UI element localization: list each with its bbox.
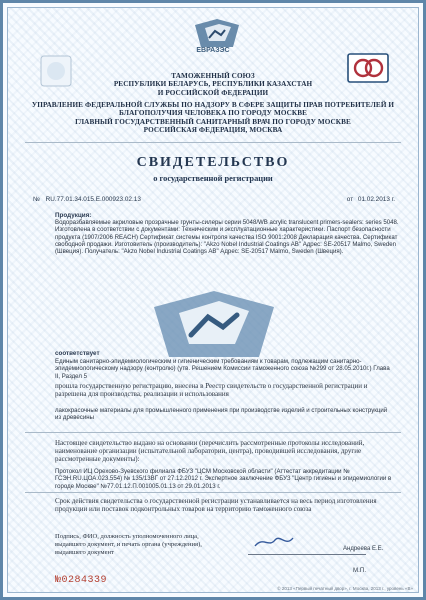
watermark-icon xyxy=(139,287,289,365)
certificate-number: RU.77.01.34.015.Е.000923.02.13 xyxy=(45,196,141,203)
conformity-text: Единым санитарно-эпидемиологическим и гигиеническим требованиям к товарам, подлежащим санитарно-эпидемиологическому надзору (контролю) (утв. Решением Комиссии таможенного союза №299 от 28.05.2010г.) Глава II, Раздел 5 xyxy=(55,358,390,380)
number-label: № xyxy=(33,196,40,203)
usage-text: лакокрасочные материалы для промышленного применения при производстве изделий и строительных конструкций из древесины xyxy=(55,407,388,422)
serial-number: 0284339 xyxy=(61,575,108,586)
certificate-title: СВИДЕТЕЛЬСТВО xyxy=(136,155,290,170)
divider-top xyxy=(25,142,401,143)
footer-note: © 2013 «Первый печатный двор», г. Москва, 2013 г., уровень «В» xyxy=(277,586,413,591)
union-line-3: И РОССИЙСКОЙ ФЕДЕРАЦИИ xyxy=(157,88,269,97)
registration-number-row xyxy=(33,196,141,203)
certificate-subtitle: о государственной регистрации xyxy=(153,174,273,183)
union-line-1: ТАМОЖЕННЫЙ СОЮЗ xyxy=(171,72,255,80)
basis-details: Протокол ИЦ Орехово-Зуевского филиала ФБУЗ "ЦСМ Московской области" (Аттестат аккредитации № ГСЭН.RU.ЦОА.023.554) № 135/13ВГ от 27.12.2012 г. Экспертное заключение ФБУЗ "Центр гигиены и эпидемиологии в городе Москве" №77.01.12.П.001005.01.13 от 29.01.2013 г. xyxy=(55,468,392,490)
divider-lower xyxy=(25,492,401,493)
product-label: Продукция: xyxy=(55,212,92,219)
product-text: Водоразбавляемые акриловые прозрачные грунты-силеры серии 5048/WB acrylic translucent primers-sealers: series 5048. Изготовлена в соответствии с документами: Техническим и эксплуатационные характеристики. Паспорт безопасности продукта (1907/2006 REACH) Сертификат системы контроля качества ISO 9001:2008 Декларация качества. Сертификат свободной продажи. Изготовитель (производитель): "Akzo Nobel Industrial Coatings AB" Адрес: SE-20517 Malmo, Sweden (Швеция). Получатель: "Akzo Nobel Industrial Coatings AB" Адрес: SE-20517 Malmo, Sweden (Швеция). xyxy=(55,219,399,256)
signer-name: Андреева Е.Е. xyxy=(343,546,384,552)
authority-line-1: УПРАВЛЕНИЕ ФЕДЕРАЛЬНОЙ СЛУЖБЫ ПО НАДЗОРУ В СФЕРЕ ЗАЩИТЫ ПРАВ ПОТРЕБИТЕЛЕЙ И xyxy=(31,101,395,109)
signature-block-text: Подпись, ФИО, должность уполномоченного лица, выдавшего документ, и печать органа (учреждения), выдавшего документ xyxy=(55,533,202,556)
serial-number-row xyxy=(55,575,107,586)
conformity-label: соответствует xyxy=(55,350,100,357)
union-header xyxy=(23,72,403,97)
signature-mark xyxy=(253,534,295,552)
date-label: от xyxy=(346,196,354,203)
logo-label: ЕВРАЗЭС xyxy=(196,47,230,54)
authority-line-4: РОССИЙСКАЯ ФЕДЕРАЦИЯ, МОСКВА xyxy=(143,126,283,135)
authority-header xyxy=(23,101,403,135)
center-watermark xyxy=(139,287,289,365)
certificate-date: 01.02.2013 г. xyxy=(357,196,395,203)
serial-number-label: № xyxy=(55,575,62,586)
basis-text: Настоящее свидетельство выдано на основании (перечислить рассмотренные протоколы исследований, наименование организации (испытательной лаборатории, центра), проводившей исследования, другие рассмотренные документы): xyxy=(55,439,365,464)
authority-line-3: ГЛАВНЫЙ ГОСУДАРСТВЕННЫЙ САНИТАРНЫЙ ВРАЧ ПО ГОРОДУ МОСКВЕ xyxy=(75,117,351,126)
union-line-2: РЕСПУБЛИКИ БЕЛАРУСЬ, РЕСПУБЛИКИ КАЗАХСТАН xyxy=(113,80,313,89)
handwritten-signature-icon xyxy=(253,534,295,552)
certificate-date-row xyxy=(347,196,395,203)
validity-text: Срок действия свидетельства о государственной регистрации устанавливается на весь период изготовления продукции или поставок подконтрольных товаров на территорию таможенного союза xyxy=(55,497,377,514)
divider-middle xyxy=(25,432,401,433)
stamp-label: М.П. xyxy=(353,567,367,574)
authority-line-2: БЛАГОПОЛУЧИЯ ЧЕЛОВЕКА ПО ГОРОДУ МОСКВЕ xyxy=(118,109,308,118)
registration-text: прошла государственную регистрацию, внесена в Реестр свидетельств о государственной регистрации и разрешена для производства, реализации и использования xyxy=(55,382,368,399)
